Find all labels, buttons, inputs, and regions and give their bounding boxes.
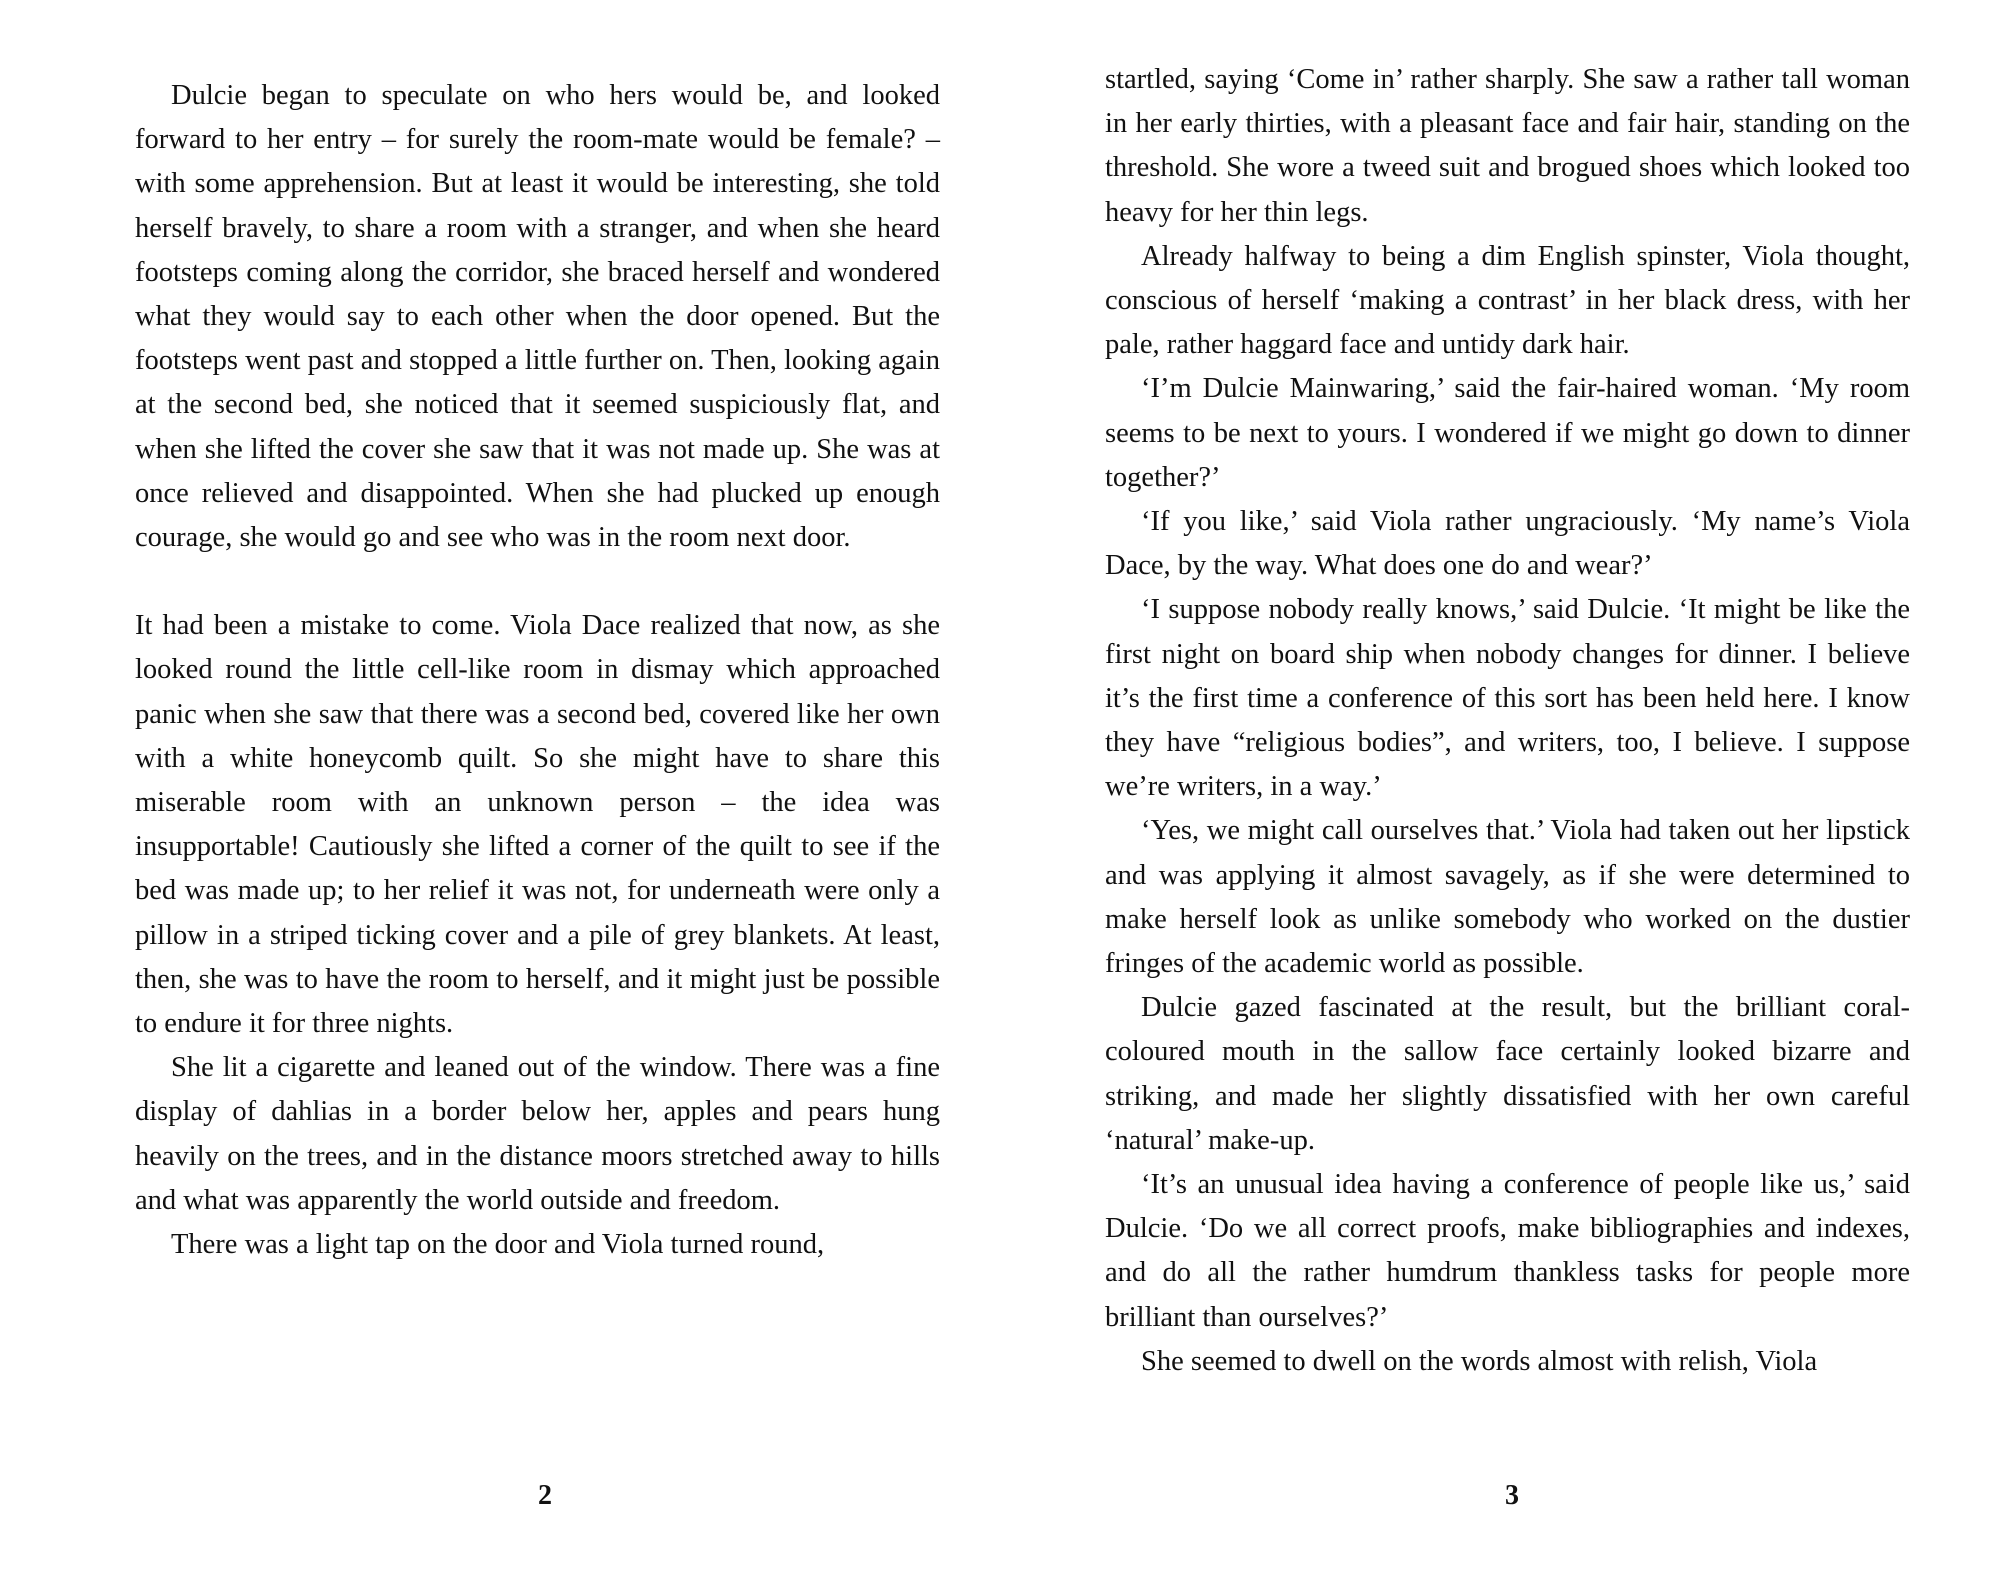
paragraph: ‘I suppose nobody really knows,’ said Dulcie. ‘It might be like the first night on board ship when nobody changes for dinner. I believe it’s the first time a conference of this sort has been held here. I know they have “religious bodies”, and writers, too, I believe. I suppose we’re writers, in a way.’ <box>1105 594 1910 803</box>
page-number: 3 <box>1505 1480 1519 1511</box>
paragraph: Already halfway to being a dim English spinster, Viola thought, conscious of herself ‘making a contrast’ in her black dress, with her pale, rather haggard face and untidy dark hair. <box>1105 240 1910 361</box>
paragraph: It had been a mistake to come. Viola Dace realized that now, as she looked round the little cell-like room in dismay which approached panic when she saw that there was a second bed, covered like her own with a white honeycomb quilt. So she might have to share this miserable room with an unknown person – the idea was insupportable! Cautiously she lifted a corner of the quilt to see if the bed was made up; to her relief it was not, for underneath were only a pillow in a striped ticking cover and a pile of grey blankets. At least, then, she was to have the room to herself, and it might just be possible to endure it for three nights. <box>135 610 940 1040</box>
right-page <box>1000 0 2000 1584</box>
paragraph: ‘Yes, we might call ourselves that.’ Viola had taken out her lipstick and was applying it almost savagely, as if she were determined to make herself look as unlike somebody who worked on the dustier fringes of the academic world as possible. <box>1105 815 1910 980</box>
paragraph: ‘If you like,’ said Viola rather ungraciously. ‘My name’s Viola Dace, by the way. What does one do and wear?’ <box>1105 506 1910 582</box>
paragraph: startled, saying ‘Come in’ rather sharply. She saw a rather tall woman in her early thirties, with a pleasant face and fair hair, standing on the threshold. She wore a tweed suit and brogued shoes which looked too heavy for her thin legs. <box>1105 64 1910 228</box>
right-page-text <box>1105 58 1910 1384</box>
page-number: 2 <box>538 1480 552 1511</box>
left-page-text <box>135 74 940 1267</box>
paragraph: ‘I’m Dulcie Mainwaring,’ said the fair-haired woman. ‘My room seems to be next to yours. I wondered if we might go down to dinner together?’ <box>1105 373 1910 493</box>
paragraph: She seemed to dwell on the words almost with relish, Viola <box>1141 1345 1818 1377</box>
paragraph: Dulcie gazed fascinated at the result, but the brilliant coral-coloured mouth in the sallow face certainly looked bizarre and striking, and made her slightly dissatisfied with her own careful ‘natural’ make-up. <box>1105 992 1910 1156</box>
paragraph: There was a light tap on the door and Viola turned round, <box>171 1229 825 1261</box>
paragraph: Dulcie began to speculate on who hers would be, and looked forward to her entry – for surely the room-mate would be female? – with some apprehension. But at least it would be interesting, she told herself bravely, to share a room with a stranger, and when she heard footsteps coming along the corridor, she braced herself and wondered what they would say to each other when the door opened. But the footsteps went past and stopped a little further on. Then, looking again at the second bed, she noticed that it seemed suspiciously flat, and when she lifted the cover she saw that it was not made up. She was at once relieved and disappointed. When she had plucked up enough courage, she would go and see who was in the room next door. <box>135 80 940 554</box>
paragraph: She lit a cigarette and leaned out of the window. There was a fine display of dahlias in a border below her, apples and pears hung heavily on the trees, and in the distance moors stretched away to hills and what was apparently the world outside and freedom. <box>135 1052 940 1216</box>
paragraph: ‘It’s an unusual idea having a conference of people like us,’ said Dulcie. ‘Do we all correct proofs, make bibliographies and indexes, and do all the rather humdrum thankless tasks for people more brilliant than ourselves?’ <box>1105 1169 1910 1333</box>
